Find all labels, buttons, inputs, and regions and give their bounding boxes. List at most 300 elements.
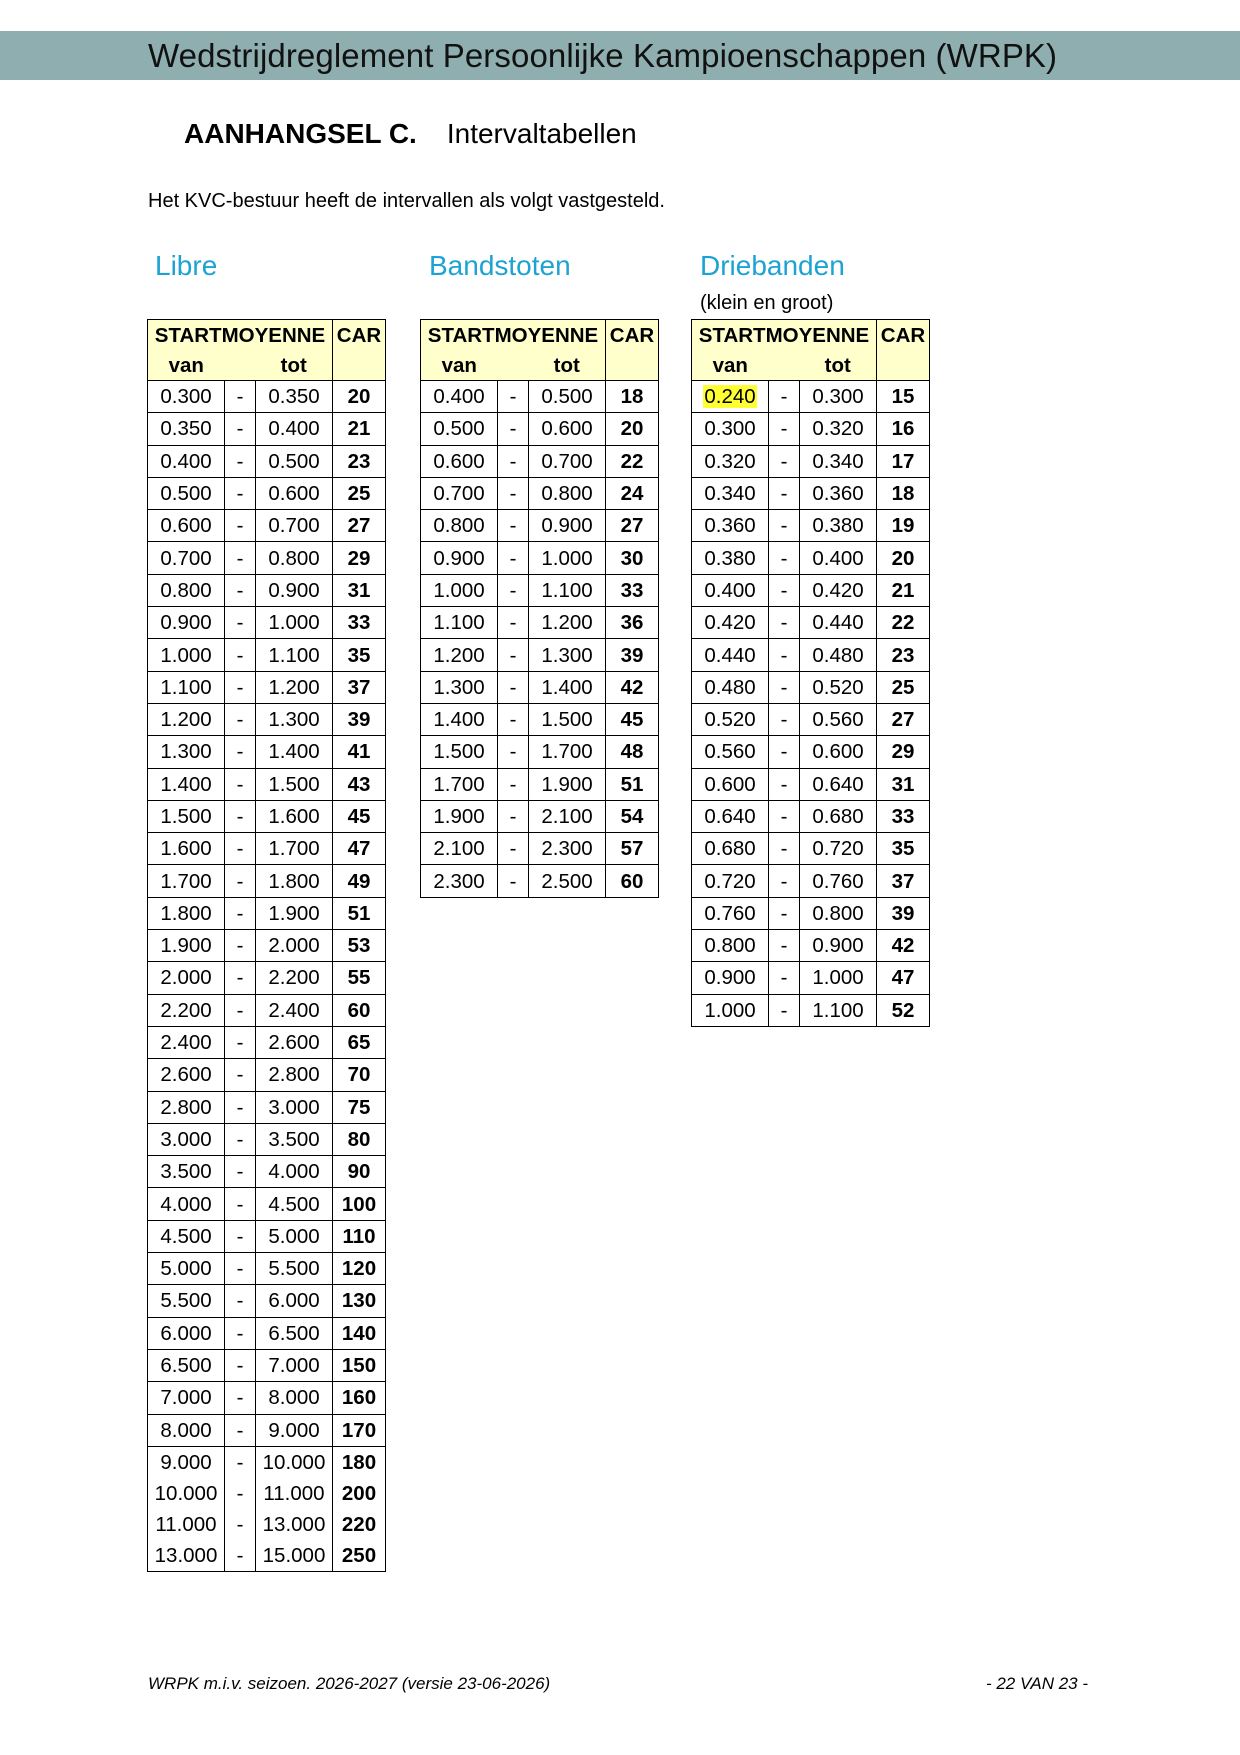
range-dash: -	[498, 574, 529, 606]
tot-value: 4.000	[256, 1156, 333, 1188]
car-header: CAR	[877, 320, 930, 381]
section-title-libre: Libre	[155, 250, 218, 281]
van-value: 1.500	[421, 736, 498, 768]
car-value: 20	[877, 542, 930, 574]
range-dash: -	[225, 1059, 256, 1091]
van-value: 0.500	[148, 477, 225, 509]
interval-table-driebanden	[691, 319, 930, 1027]
range-dash: -	[769, 833, 800, 865]
table-row	[148, 1253, 386, 1285]
car-value: 25	[877, 671, 930, 703]
car-value: 220	[333, 1509, 386, 1540]
range-dash: -	[225, 1317, 256, 1349]
van-value: 0.900	[421, 542, 498, 574]
range-dash: -	[225, 1220, 256, 1252]
van-value: 0.300	[692, 413, 769, 445]
car-value: 60	[606, 865, 659, 897]
tot-value: 0.900	[256, 574, 333, 606]
table-row	[148, 800, 386, 832]
van-value: 10.000	[148, 1478, 225, 1509]
range-dash: -	[769, 962, 800, 994]
table-row	[421, 865, 659, 897]
table-row	[148, 703, 386, 735]
table-row	[421, 607, 659, 639]
tot-header: tot	[256, 351, 333, 381]
range-dash: -	[225, 574, 256, 606]
range-dash: -	[225, 800, 256, 832]
van-value: 0.420	[692, 607, 769, 639]
car-value: 25	[333, 477, 386, 509]
table-row	[148, 1091, 386, 1123]
tot-value: 1.300	[529, 639, 606, 671]
startmoyenne-header: STARTMOYENNE	[421, 320, 606, 352]
van-value: 0.480	[692, 671, 769, 703]
van-value: 2.100	[421, 833, 498, 865]
car-value: 33	[333, 607, 386, 639]
table-row	[148, 381, 386, 413]
van-value: 0.400	[148, 445, 225, 477]
car-value: 54	[606, 800, 659, 832]
range-dash: -	[225, 1253, 256, 1285]
car-value: 130	[333, 1285, 386, 1317]
tot-value: 0.340	[800, 445, 877, 477]
table-row	[148, 930, 386, 962]
car-value: 19	[877, 510, 930, 542]
van-value: 11.000	[148, 1509, 225, 1540]
van-value: 0.360	[692, 510, 769, 542]
table-row	[421, 833, 659, 865]
car-value: 39	[606, 639, 659, 671]
car-value: 51	[606, 768, 659, 800]
range-dash: -	[769, 897, 800, 929]
car-value: 31	[877, 768, 930, 800]
tot-value: 0.700	[256, 510, 333, 542]
appendix-heading	[184, 118, 637, 150]
range-dash: -	[769, 703, 800, 735]
tot-value: 1.100	[800, 994, 877, 1026]
highlighted-van-value: 0.240	[704, 385, 756, 409]
car-value: 47	[333, 833, 386, 865]
range-dash: -	[498, 381, 529, 413]
van-value: 2.200	[148, 994, 225, 1026]
table-row	[692, 865, 930, 897]
van-value: 1.100	[421, 607, 498, 639]
car-value: 80	[333, 1123, 386, 1155]
car-value: 42	[877, 930, 930, 962]
table-row	[421, 477, 659, 509]
car-value: 21	[877, 574, 930, 606]
car-header: CAR	[333, 320, 386, 381]
table-row	[148, 1540, 386, 1572]
tot-value: 15.000	[256, 1540, 333, 1572]
van-value: 1.100	[148, 671, 225, 703]
range-dash: -	[769, 413, 800, 445]
car-value: 37	[877, 865, 930, 897]
van-value: 0.380	[692, 542, 769, 574]
range-dash: -	[225, 930, 256, 962]
van-value: 0.700	[148, 542, 225, 574]
van-value: 4.500	[148, 1220, 225, 1252]
tot-value: 1.700	[256, 833, 333, 865]
range-dash: -	[769, 381, 800, 413]
van-value: 1.200	[148, 703, 225, 735]
car-value: 33	[877, 800, 930, 832]
range-dash: -	[498, 542, 529, 574]
van-value: 6.000	[148, 1317, 225, 1349]
range-dash: -	[225, 477, 256, 509]
table-row	[692, 671, 930, 703]
range-dash: -	[769, 510, 800, 542]
car-value: 52	[877, 994, 930, 1026]
car-value: 70	[333, 1059, 386, 1091]
car-value: 27	[606, 510, 659, 542]
van-value: 9.000	[148, 1446, 225, 1478]
car-value: 18	[606, 381, 659, 413]
car-value: 110	[333, 1220, 386, 1252]
range-dash: -	[225, 1026, 256, 1058]
van-value: 0.760	[692, 897, 769, 929]
table-row	[148, 1026, 386, 1058]
car-value: 17	[877, 445, 930, 477]
car-value: 43	[333, 768, 386, 800]
table-row	[148, 1059, 386, 1091]
range-dash: -	[769, 736, 800, 768]
range-dash: -	[225, 1509, 256, 1540]
tot-value: 6.000	[256, 1285, 333, 1317]
tot-value: 0.900	[529, 510, 606, 542]
van-value: 0.600	[148, 510, 225, 542]
tot-value: 11.000	[256, 1478, 333, 1509]
table-header-row	[421, 320, 659, 352]
car-value: 200	[333, 1478, 386, 1509]
tot-value: 7.000	[256, 1349, 333, 1381]
table-row	[421, 768, 659, 800]
car-value: 36	[606, 607, 659, 639]
tot-value: 0.380	[800, 510, 877, 542]
range-dash: -	[769, 607, 800, 639]
car-value: 39	[333, 703, 386, 735]
car-value: 250	[333, 1540, 386, 1572]
tot-value: 2.600	[256, 1026, 333, 1058]
tot-value: 1.600	[256, 800, 333, 832]
range-dash: -	[225, 1382, 256, 1414]
van-value: 0.560	[692, 736, 769, 768]
range-dash: -	[769, 671, 800, 703]
van-value: 1.400	[148, 768, 225, 800]
table-row	[148, 865, 386, 897]
van-value: 0.300	[148, 381, 225, 413]
van-value: 1.600	[148, 833, 225, 865]
table-row	[148, 833, 386, 865]
range-dash: -	[225, 1446, 256, 1478]
van-value: 0.400	[421, 381, 498, 413]
tot-value: 0.700	[529, 445, 606, 477]
tot-value: 0.600	[800, 736, 877, 768]
table-row	[148, 1285, 386, 1317]
van-value: 2.300	[421, 865, 498, 897]
table-row	[148, 1188, 386, 1220]
tot-value: 1.500	[529, 703, 606, 735]
car-value: 60	[333, 994, 386, 1026]
table-row	[148, 542, 386, 574]
tot-value: 0.320	[800, 413, 877, 445]
car-value: 33	[606, 574, 659, 606]
van-value: 1.300	[421, 671, 498, 703]
range-dash: -	[498, 639, 529, 671]
range-dash: -	[769, 865, 800, 897]
van-value: 0.520	[692, 703, 769, 735]
table-row	[148, 1317, 386, 1349]
van-value: 0.350	[148, 413, 225, 445]
van-value	[692, 381, 769, 413]
tot-value: 1.900	[529, 768, 606, 800]
interval-table-libre	[147, 319, 386, 1572]
table-row	[692, 381, 930, 413]
table-row	[148, 1509, 386, 1540]
intro-text: Het KVC-bestuur heeft de intervallen als volgt vastgesteld.	[148, 190, 665, 212]
table-row	[692, 510, 930, 542]
tot-value: 1.500	[256, 768, 333, 800]
table-row	[692, 800, 930, 832]
tot-value: 0.720	[800, 833, 877, 865]
range-dash: -	[225, 833, 256, 865]
tot-value: 1.100	[256, 639, 333, 671]
car-value: 29	[877, 736, 930, 768]
van-value: 1.700	[421, 768, 498, 800]
table-row	[421, 574, 659, 606]
range-dash: -	[225, 1285, 256, 1317]
table-row	[692, 994, 930, 1026]
table-row	[421, 510, 659, 542]
van-value: 0.440	[692, 639, 769, 671]
table-row	[692, 736, 930, 768]
startmoyenne-header: STARTMOYENNE	[148, 320, 333, 352]
van-value: 0.800	[692, 930, 769, 962]
van-value: 0.720	[692, 865, 769, 897]
tot-value: 0.560	[800, 703, 877, 735]
appendix-title: Intervaltabellen	[446, 118, 637, 149]
range-dash: -	[225, 865, 256, 897]
table-row	[148, 1220, 386, 1252]
table-row	[692, 768, 930, 800]
tot-value: 5.000	[256, 1220, 333, 1252]
table-row	[692, 607, 930, 639]
table-row	[148, 413, 386, 445]
table-row	[148, 1478, 386, 1509]
table-row	[148, 477, 386, 509]
car-value: 140	[333, 1317, 386, 1349]
car-value: 100	[333, 1188, 386, 1220]
car-value: 90	[333, 1156, 386, 1188]
range-dash: -	[769, 800, 800, 832]
car-value: 120	[333, 1253, 386, 1285]
range-dash: -	[498, 510, 529, 542]
van-value: 3.000	[148, 1123, 225, 1155]
table-row	[148, 1382, 386, 1414]
tot-value: 9.000	[256, 1414, 333, 1446]
range-dash: -	[498, 703, 529, 735]
tot-value: 6.500	[256, 1317, 333, 1349]
van-value: 1.400	[421, 703, 498, 735]
car-value: 35	[877, 833, 930, 865]
van-header: van	[148, 351, 225, 381]
range-dash: -	[225, 1349, 256, 1381]
range-dash: -	[498, 833, 529, 865]
table-row	[148, 1349, 386, 1381]
table-row	[148, 607, 386, 639]
table-row	[148, 962, 386, 994]
car-value: 35	[333, 639, 386, 671]
car-value: 49	[333, 865, 386, 897]
table-row	[148, 510, 386, 542]
tot-value: 0.400	[256, 413, 333, 445]
tot-value: 0.900	[800, 930, 877, 962]
van-value: 1.900	[148, 930, 225, 962]
van-value: 6.500	[148, 1349, 225, 1381]
car-value: 20	[333, 381, 386, 413]
range-dash: -	[498, 865, 529, 897]
tot-value: 4.500	[256, 1188, 333, 1220]
table-row	[692, 703, 930, 735]
car-value: 39	[877, 897, 930, 929]
van-value: 0.600	[421, 445, 498, 477]
van-value: 1.900	[421, 800, 498, 832]
van-value: 0.800	[148, 574, 225, 606]
car-value: 55	[333, 962, 386, 994]
range-dash: -	[225, 510, 256, 542]
car-value: 18	[877, 477, 930, 509]
range-dash: -	[498, 800, 529, 832]
car-value: 57	[606, 833, 659, 865]
tot-value: 0.350	[256, 381, 333, 413]
table-row	[148, 574, 386, 606]
tot-value: 1.800	[256, 865, 333, 897]
table-row	[421, 800, 659, 832]
range-dash: -	[225, 1091, 256, 1123]
tot-value: 2.100	[529, 800, 606, 832]
table-row	[692, 445, 930, 477]
van-value: 0.320	[692, 445, 769, 477]
range-dash: -	[498, 671, 529, 703]
van-value: 0.400	[692, 574, 769, 606]
range-dash: -	[498, 413, 529, 445]
tot-value: 0.500	[529, 381, 606, 413]
van-value: 5.000	[148, 1253, 225, 1285]
van-value: 5.500	[148, 1285, 225, 1317]
tot-value: 5.500	[256, 1253, 333, 1285]
table-row	[421, 381, 659, 413]
car-value: 27	[333, 510, 386, 542]
van-value: 3.500	[148, 1156, 225, 1188]
tot-value: 0.360	[800, 477, 877, 509]
section-subtitle-driebanden: (klein en groot)	[700, 292, 834, 314]
table-row	[148, 445, 386, 477]
range-dash: -	[498, 477, 529, 509]
table-row	[692, 962, 930, 994]
document-header-title: Wedstrijdreglement Persoonlijke Kampioenschappen (WRPK)	[148, 37, 1058, 74]
dash-header-spacer	[769, 351, 800, 381]
table-row	[148, 1123, 386, 1155]
table-row	[692, 639, 930, 671]
interval-table-bandstoten	[420, 319, 659, 898]
tot-value: 0.680	[800, 800, 877, 832]
tot-value: 0.600	[529, 413, 606, 445]
table-row	[421, 413, 659, 445]
tot-value: 2.500	[529, 865, 606, 897]
table-row	[421, 703, 659, 735]
tot-value: 0.420	[800, 574, 877, 606]
appendix-label: AANHANGSEL C.	[184, 118, 417, 149]
tot-value: 0.520	[800, 671, 877, 703]
section-title-bandstoten: Bandstoten	[429, 250, 571, 281]
footer-page-number: - 22 VAN 23 -	[985, 1674, 1088, 1693]
table-row	[148, 994, 386, 1026]
table-row	[148, 897, 386, 929]
van-value: 1.000	[148, 639, 225, 671]
tot-value: 0.300	[800, 381, 877, 413]
van-value: 2.400	[148, 1026, 225, 1058]
table-row	[692, 413, 930, 445]
range-dash: -	[225, 1478, 256, 1509]
car-value: 22	[606, 445, 659, 477]
startmoyenne-header: STARTMOYENNE	[692, 320, 877, 352]
car-value: 42	[606, 671, 659, 703]
van-header: van	[421, 351, 498, 381]
range-dash: -	[225, 994, 256, 1026]
van-value: 13.000	[148, 1540, 225, 1572]
tot-value: 0.440	[800, 607, 877, 639]
van-value: 0.700	[421, 477, 498, 509]
dash-header-spacer	[225, 351, 256, 381]
range-dash: -	[225, 1540, 256, 1572]
range-dash: -	[769, 445, 800, 477]
car-value: 20	[606, 413, 659, 445]
table-row	[148, 736, 386, 768]
car-value: 45	[333, 800, 386, 832]
table-row	[692, 930, 930, 962]
tot-value: 0.600	[256, 477, 333, 509]
range-dash: -	[225, 736, 256, 768]
car-value: 23	[877, 639, 930, 671]
van-value: 1.800	[148, 897, 225, 929]
footer-version: WRPK m.i.v. seizoen. 2026-2027 (versie 23-06-2026)	[148, 1674, 551, 1693]
car-value: 48	[606, 736, 659, 768]
tot-value: 1.300	[256, 703, 333, 735]
table-row	[421, 671, 659, 703]
table-row	[421, 639, 659, 671]
section-title-driebanden: Driebanden	[700, 250, 845, 281]
range-dash: -	[769, 930, 800, 962]
range-dash: -	[498, 736, 529, 768]
range-dash: -	[769, 477, 800, 509]
tot-value: 0.800	[800, 897, 877, 929]
van-header: van	[692, 351, 769, 381]
range-dash: -	[225, 542, 256, 574]
van-value: 2.800	[148, 1091, 225, 1123]
car-value: 75	[333, 1091, 386, 1123]
tot-value: 1.400	[529, 671, 606, 703]
range-dash: -	[769, 574, 800, 606]
car-value: 170	[333, 1414, 386, 1446]
car-value: 180	[333, 1446, 386, 1478]
range-dash: -	[769, 639, 800, 671]
car-value: 150	[333, 1349, 386, 1381]
table-row	[148, 671, 386, 703]
table-header-row	[692, 320, 930, 352]
car-value: 29	[333, 542, 386, 574]
tot-value: 1.900	[256, 897, 333, 929]
range-dash: -	[769, 542, 800, 574]
